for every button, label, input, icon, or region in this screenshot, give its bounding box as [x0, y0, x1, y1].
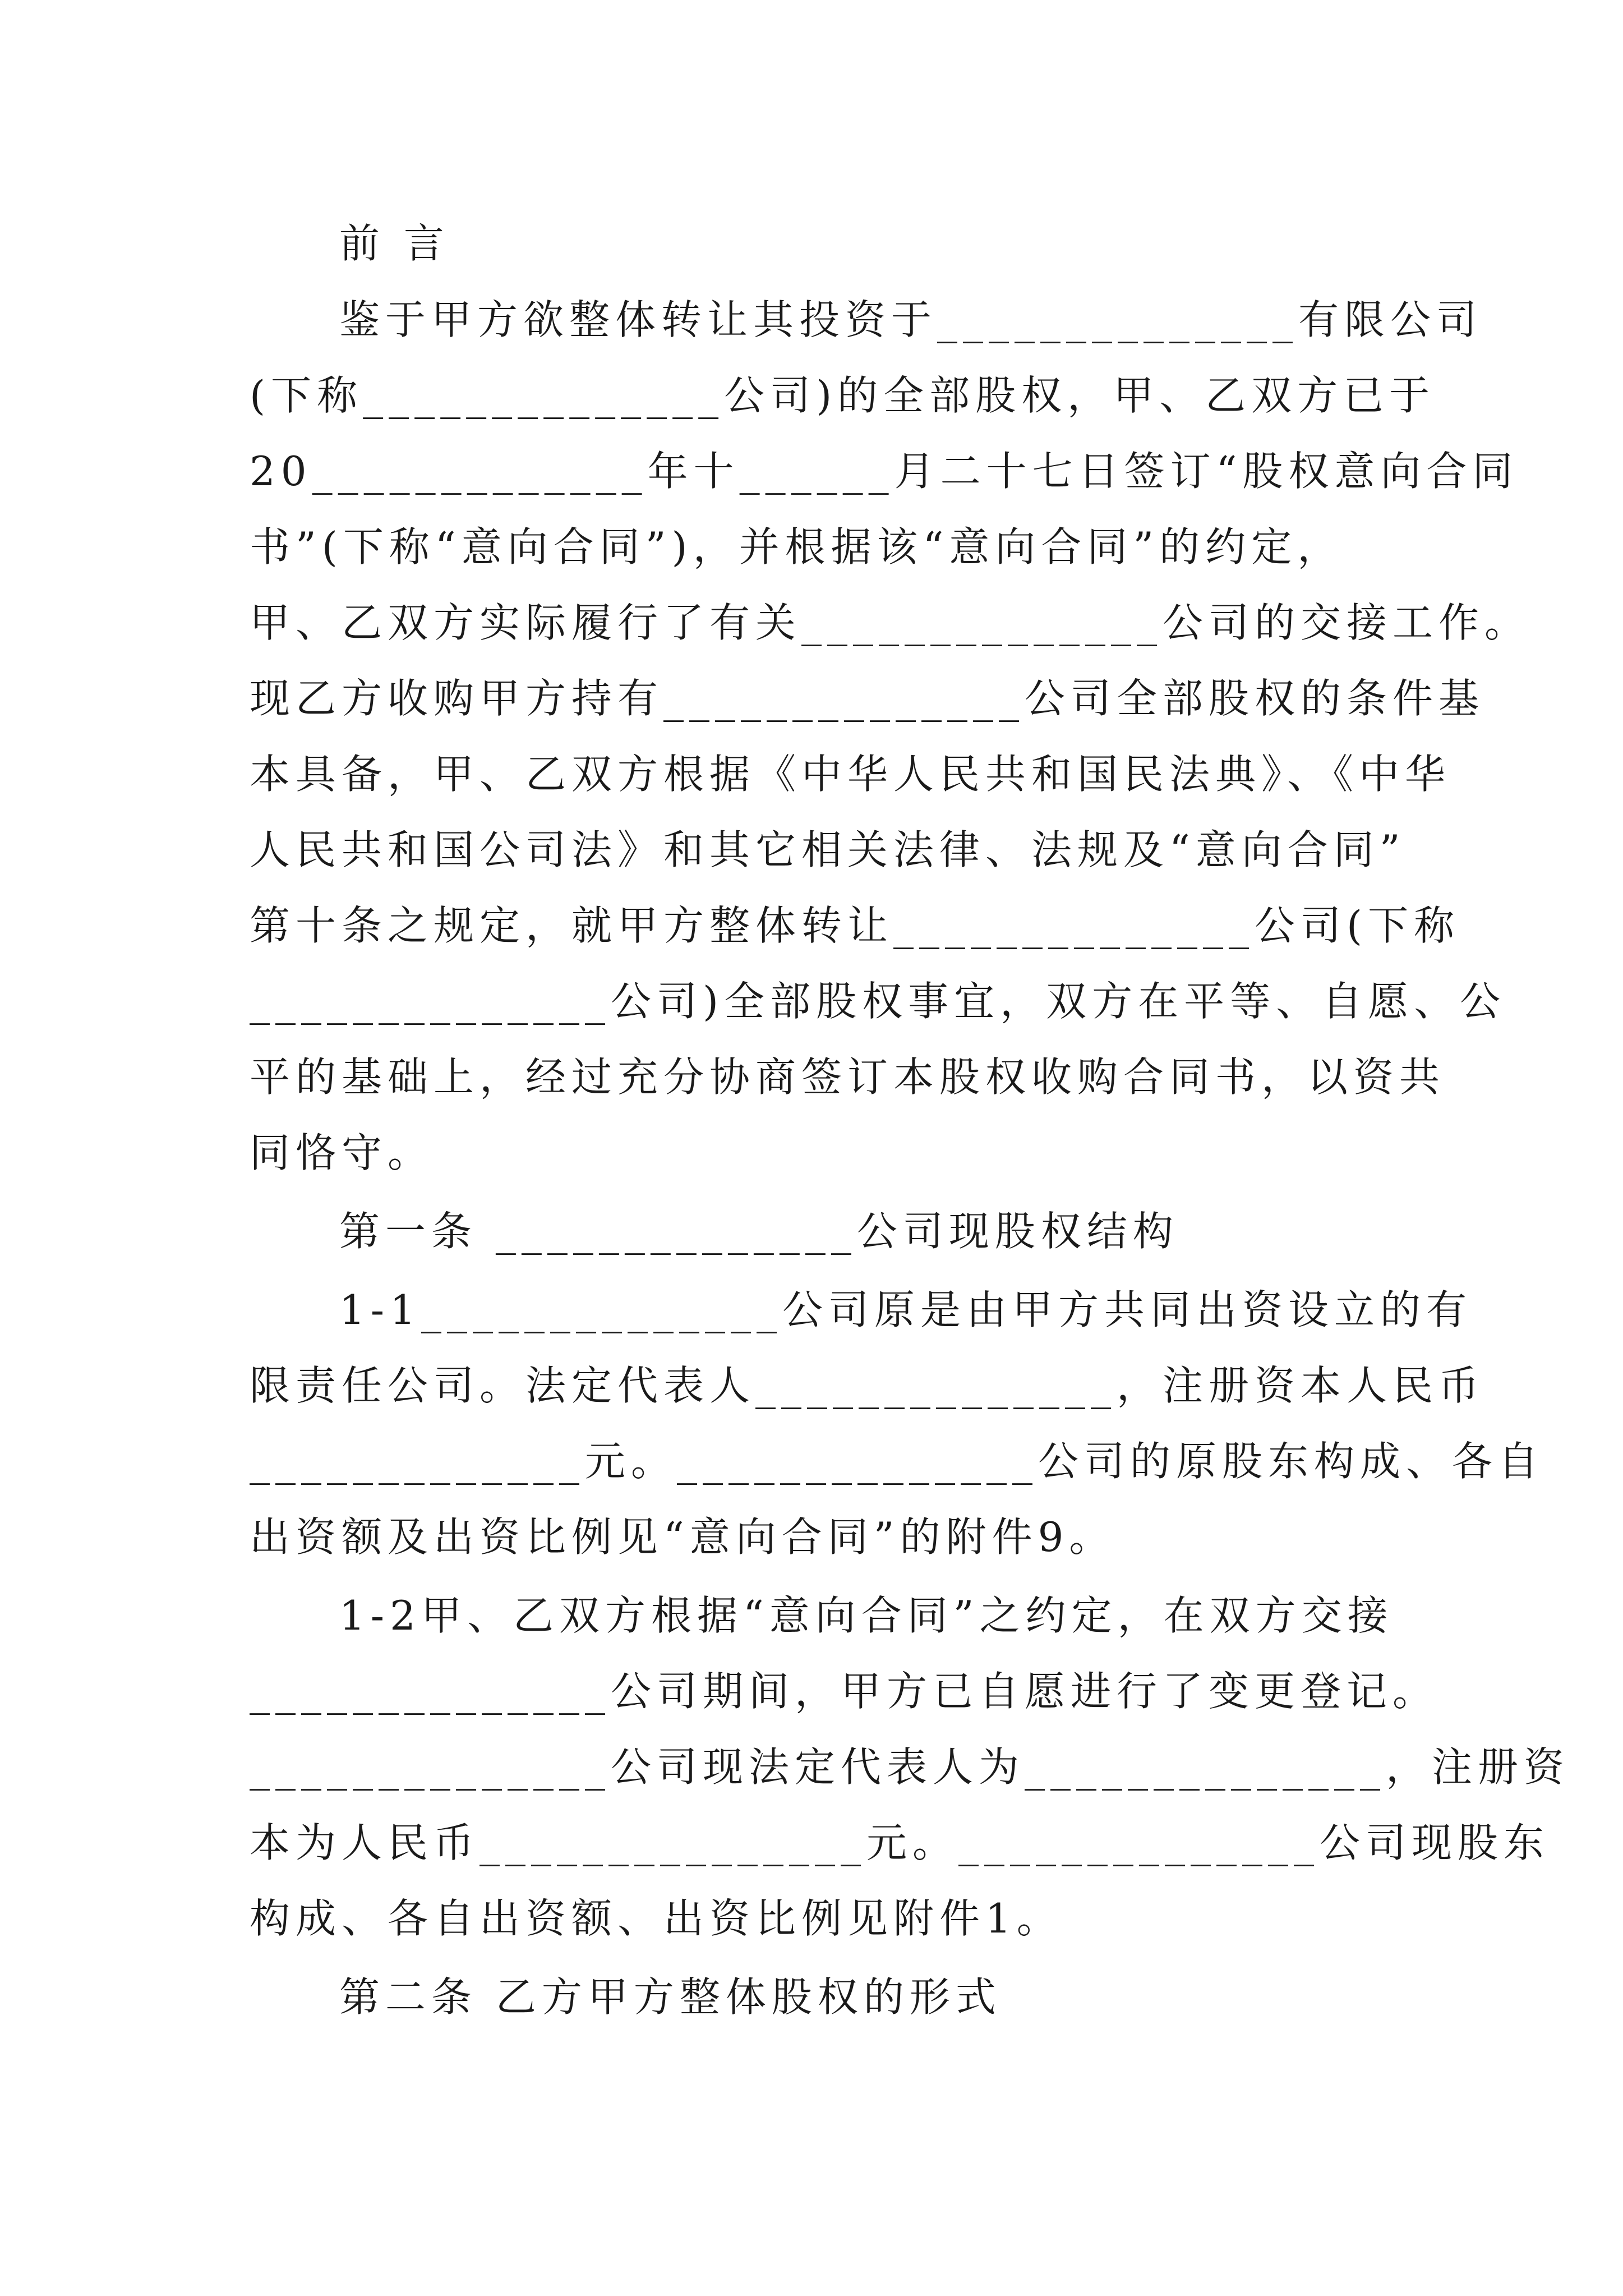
preface-line: 甲、乙双方实际履行了有关______________公司的交接工作。: [250, 599, 1531, 646]
clause-1-2-line: 本为人民币_______________元。______________公司现股东: [250, 1819, 1550, 1866]
article-2-title: 第二条 乙方甲方整体股权的形式: [339, 1973, 1002, 2021]
preface-line: ______________公司)全部股权事宜，双方在平等、自愿、公: [250, 978, 1506, 1025]
preface-line: 鉴于甲方欲整体转让其投资于______________有限公司: [339, 296, 1483, 343]
preface-line: 20_____________年十______月二十七日签订“股权意向合同: [250, 448, 1519, 495]
preface-line: 本具备，甲、乙双方根据《中华人民共和国民法典》、《中华: [250, 751, 1451, 798]
clause-1-1-line: 1-1______________公司原是由甲方共同出资设立的有: [339, 1286, 1472, 1333]
preface-line: 人民共和国公司法》和其它相关法律、法规及“意向合同”: [250, 826, 1406, 873]
preface-line: (下称______________公司)的全部股权，甲、乙双方已于: [250, 372, 1436, 419]
clause-1-1-line: _____________元。______________公司的原股东构成、各自: [250, 1438, 1544, 1485]
preface-line: 平的基础上，经过充分协商签订本股权收购合同书，以资共: [250, 1053, 1446, 1101]
preface-line: 同恪守。: [250, 1129, 434, 1176]
clause-1-1-line: 限责任公司。法定代表人______________，注册资本人民币: [250, 1362, 1485, 1409]
clause-1-2-line: ______________公司现法定代表人为______________，注册资: [250, 1743, 1570, 1791]
clause-1-2-line: ______________公司期间，甲方已自愿进行了变更登记。: [250, 1668, 1439, 1715]
clause-1-2-line: 1-2甲、乙双方根据“意向合同”之约定，在双方交接: [339, 1592, 1394, 1639]
clause-1-2-line: 构成、各自出资额、出资比例见附件1。: [250, 1895, 1063, 1942]
article-1-title: 第一条 ______________公司现股权结构: [339, 1208, 1179, 1255]
preface-line: 第十条之规定，就甲方整体转让______________公司(下称: [250, 902, 1460, 949]
clause-1-1-line: 出资额及出资比例见“意向合同”的附件9。: [250, 1513, 1115, 1561]
preface-heading: 前 言: [339, 220, 450, 267]
preface-line: 现乙方收购甲方持有______________公司全部股权的条件基: [250, 675, 1485, 722]
preface-line: 书”(下称“意向合同”)，并根据该“意向合同”的约定，: [250, 523, 1344, 570]
